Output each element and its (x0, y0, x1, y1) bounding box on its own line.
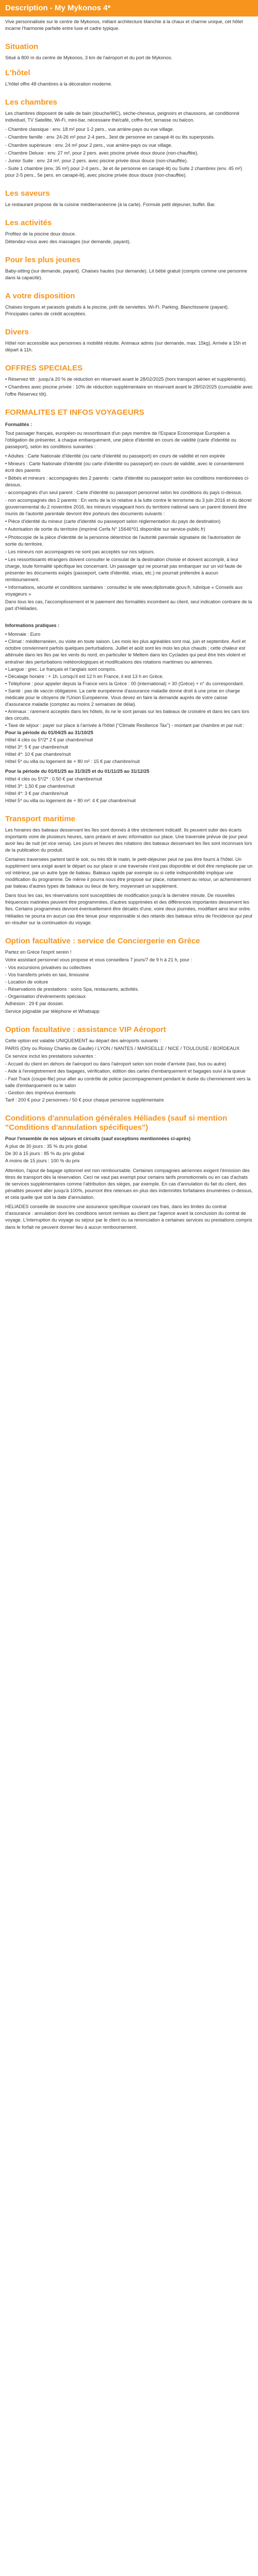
concierge-item: - Organisation d'événements spéciaux (5, 994, 86, 999)
practical-item: • Décalage horaire : + 1h. Lorsqu'il est 12 h en France, il est 13 h en Grèce. (5, 673, 164, 679)
concierge-item: - Location de voiture (5, 979, 49, 985)
room-type: - Chambre famille : env. 24-26 m² pour 2-4 pers., 3est de personne en canapé-lit ou lits superposés. (5, 134, 215, 140)
tax-rate: Hôtel 4*: 10 € par chambre/nuit (5, 752, 71, 757)
room-type: - Suite 1 chambre (env. 35 m²) pour 2-4 pers., 3e et 4e personne en canapé-lit) ou Suite 2 chambres (env. 45 m²) pour 2-5 pers., 5e pers. en canapé-lit), avec piscine privée doux douce (non-chauffée). (5, 165, 243, 178)
formalities-text: - Les mineurs non accompagnés ne sont pas acceptés sur nos séjours. (5, 549, 155, 554)
situation-heading: Situation (5, 42, 39, 52)
formalities-text: Tout passager français, européen ou ressortissant d'un pays membre de l'Espace Economique Européen a l'obligation de présenter, à chaque embarquement, une pièce d'identité en cours de validité (carte d'identité ou passeport), selon les conditions suivantes : (5, 430, 236, 449)
room-type: - Junior Suite : env. 24 m², pour 2 pers. avec piscine privée doux douce (non-chauffée). (5, 158, 188, 163)
cancellation-item: A plus de 30 jours : 35 % du prix global (5, 1143, 87, 1149)
description-content (0, 16, 258, 1239)
vip-text: Ce service inclut les prestations suivantes : (5, 1054, 96, 1059)
tax-rate: Hôtel 3*: 5 € par chambre/nuit (5, 744, 69, 750)
vip-item: - Accueil du client en dehors de l'aéroport ou dans l'aéroport selon son mode d'arrivée (taxi, bus ou autre) (5, 1061, 227, 1067)
concierge-item: - Vos excursions privatives ou collectives (5, 964, 91, 970)
practical-label: Informations pratiques : (5, 623, 60, 629)
formalities-adult: • Adultes : Carte Nationale d'Identité (ou carte d'identité ou passeport) en cours de validité et non expirée (5, 453, 225, 459)
activities-heading: Les activités (5, 218, 52, 227)
room-type: - Chambre Deluxe : env. 27 m², pour 2 pers. avec piscine privée doux douce (non-chauffée). (5, 150, 199, 156)
practical-item: • Santé : pas de vaccin obligatoire. La carte européenne d'assurance maladie donne droit à une prise en charge médicale pour le citoyens de l'Union Européenne. Vous devez en faire la demande auprès de votre caisse d'assurance maladie (comptez au moins 2 semaines de délai). (5, 688, 240, 707)
concierge-contact: Service joignable par téléphone et Whatsapp (5, 1009, 100, 1014)
tax-period-heading: Pour la période du 01/04/25 au 31/10/25 (5, 730, 93, 736)
vip-heading: Option facultative : assistance VIP Aéroport (5, 1025, 166, 1035)
cancellation-text: HELIADES conseille de souscrire une assurance spécifique couvrant ces frais, dans les limites du contrat d'assurance : annulation dont les conditions seront remises au client par l'agence avant la conclusion du contrat de voyage. L'interruption du voyage ou séjour par le client ou sa renonciation à certaines services ou prestations compris dans le forfait ne peuvent donner lieu à aucun remboursement. (5, 1204, 252, 1230)
transport-text: Dans tous les cas, les réservations sont susceptibles de modification jusqu'à la dernière minute. De nouvelles fréquences matinées peuvent être programmées, d'autres supprimées et des différences importantes desservent les îles. Certains programmes devront éventuellement être décalés d'une, voire deux journées, modifiant ainsi leur ordre. Héliades ne pourra en aucun cas être tenue pour responsable si des retards des bateaux et/ou de l'incidence qui peut en résulter sur la continuation du voyage. (5, 893, 252, 925)
transport-text: Les horaires des bateaux desservant les îles sont donnés à titre strictement indicatif. Ils peuvent subir des écarts importants voire de plusieurs heures, sans préavis et avec information sur place. Une traversée prévue de jour peut avoir lieu de nuit (et vice versa). Les jours et heures des rotations des bateaux desservant les îles sont inconnues lors de la publication du produit. (5, 827, 252, 853)
misc-heading: Divers (5, 328, 29, 337)
activities-text: Détendez-vous avec des massages (sur demande, payant). (5, 239, 131, 244)
page (0, 0, 258, 1239)
room-type: - Chambre supérieure : env. 24 m² pour 2 pers., vue arrière-pays ou vue village. (5, 142, 173, 148)
concierge-item: - Réservations de prestations : soins Spa, restaurants, activités. (5, 986, 139, 992)
practical-item: • Taxe de séjour : payer sur place à l'arrivée à l'hôtel ("Climate Resilience Tax") - montant par chambre et par nuit : (5, 723, 245, 728)
formalities-text: - non accompagnés des 2 parents : En vertu de la loi relative à la lutte contre le terrorisme du 3 juin 2016 et du décret gouvernemental du 2 novembre 2016, les mineurs voyageant hors du territoire national sans un parent doivent être munis de l'autorité parentale devront être porteurs des documents suivants : (5, 498, 252, 517)
disposal-text: Chaises longues et parasols gratuits à la piscine, prêt de serviettes. Wi-Fi. Parking. Blanchisserie (payant). Principales cartes de crédit acceptées. (5, 304, 229, 317)
practical-item: • Monnaie : Euro (5, 632, 41, 637)
formalities-label: Formalités : (5, 421, 33, 427)
formalities-adult: • Mineurs : Carte Nationale d'Identité (ou carte d'identité ou passeport) en cours de validité, avec le consentement écrit des parents (5, 461, 244, 473)
rooms-intro: Les chambres disposent de salle de bain (douche/WC), sèche-cheveux, peignoirs et chaussons, air conditionné individuel, TV Satellite, Wi-Fi, mini-bar, nécessaire thé/café, coffre-fort, terrasse ou balcon. (5, 111, 240, 123)
cancellation-heading: Conditions d'annulation générales Héliades (sauf si mention "Conditions d'annulation spécifiques") (5, 1113, 228, 1132)
vip-item: - Gestion des imprévus éventuels (5, 1090, 76, 1095)
practical-item: • Langue : grec. Le français et l'anglais sont compris. (5, 666, 116, 672)
vip-text: Cette option est valable UNIQUEMENT au départ des aéroports suivants : (5, 1038, 161, 1044)
tax-rate: Hôtel 5* ou villa ou logement de + 80 m²: 4 € par chambre/nuit (5, 798, 136, 803)
tax-rate: Hôtel 5* ou villa ou logement de + 80 m² : 15 € par chambre/nuit (5, 759, 140, 765)
vip-price: Tarif : 200 € pour 2 personnes / 50 € pour chaque personne supplémentaire (5, 1097, 164, 1103)
tax-period-heading: Pour la période du 01/01/25 au 31/3/25 et du 01/11/25 au 31/12/25 (5, 769, 150, 774)
intro-text: Vive personnalisée sur le centre de Mykonos, mêlant architecture blanchie à la chaux et charme unique, cet hôtel incarne l'harmonie parfaite entre luxe et cadre typique. (5, 19, 243, 31)
formalities-text: • Autorisation de sortie du territoire (imprimé Cerfa N° 15646*01 disponible sur service-public.fr) (5, 527, 205, 532)
disposal-heading: A votre disposition (5, 292, 75, 301)
situation-text: Situé à 800 m du centre de Mykonos, 3 km de l'aéroport et du port de Mykonos. (5, 55, 173, 61)
page-title: Description - My Mykonos 4* (0, 0, 258, 16)
cancellation-item: De 30 à 15 jours : 85 % du prix global (5, 1150, 85, 1156)
practical-item: • Téléphone : pour appeler depuis la France vers la Grèce : 00 (international) + 30 (Grèce) + n° du correspondant. (5, 681, 244, 686)
cancellation-intro: Pour l'ensemble de nos séjours et circuits (sauf exceptions mentionnées ci-après) (5, 1136, 191, 1141)
concierge-heading: Option facultative : service de Conciergerie en Grèce (5, 936, 200, 945)
rooms-heading: Les chambres (5, 98, 57, 107)
activities-text: Profitez de la piscine doux douce. (5, 231, 76, 236)
tax-rate: Hôtel 3*: 1,50 € par chambre/nuit (5, 783, 75, 789)
tax-rate: Hôtel 4*: 3 € par chambre/nuit (5, 790, 69, 796)
formalities-text: • Les ressortissants étrangers doivent consulter le consulat de la destination choisie et doivent accomplir, à leur charge, toute formalité spécifique les concernant. Un passager qui ne pourrait pas embarquer sur un vol faute de présenter les documents exigés (passeport, carte d'identité, visas, etc.) ne pourrait prétendre à aucun remboursement. (5, 556, 242, 582)
concierge-item: - Vos transferts privés en taxi, limousine (5, 972, 89, 977)
hotel-text: L'hôtel offre 48 chambres à la décoration moderne. (5, 81, 112, 87)
offers-heading: OFFRES SPECIALES (5, 364, 83, 373)
practical-item: • Animaux : rarement acceptés dans les hôtels, ils ne le sont jamais sur les bateaux de croisière et dans les cars lors des circuits. (5, 708, 250, 721)
transport-text: Certaines traversées partent tard le soir, ou très tôt le matin, le petit-déjeuner peut ne pas être fourni à l'hôtel. Un supplément sera exigé avant le départ ou sur place si une traversée n'est pas disponible et doit être remplacée par un vol intérieur, par un autre type de bateau. Bateaux rapide par exemple ou si cette indisponibilité implique une modification du programme. De même il pourra nous être proposé sur place, notamment au retour, un acheminement par bateau d'autres types de bateaux ou lieux de ferry, moyennant un supplément. (5, 857, 253, 889)
formalities-text: • Photocopie de la pièce d'identité de la personne détentrice de l'autorité parentale signataire de l'autorisation de sortie du territoire. (5, 534, 241, 547)
vip-item: - Fast Track (coupe-file) pour aller au contrôle de police (accompagnement pendant le durée du cheminement vers la salle d'embarquement ou le salon (5, 1076, 251, 1088)
formalities-heading: FORMALITES ET INFOS VOYAGEURS (5, 408, 144, 417)
tax-rate: Hôtel 4 clés ou 5*/2* 2 € par chambre/nuit (5, 737, 93, 743)
formalities-text: • Pièce d'identité du mineur (carte d'identité ou passeport selon réglementation du pays de destination) (5, 519, 221, 524)
misc-text: Hôtel non accessible aux personnes à mobilité réduite. Animaux admis (sur demande, max. 15kg). Arrivée à 15h et départ à 11h. (5, 341, 246, 353)
formalities-text: - accompagnés d'un seul parent : Carte d'identité ou passeport personnel selon les conditions du pays ci-dessus. (5, 490, 243, 496)
concierge-text: Votre assistant personnel vous propose et vous conseillera 7 jours/7 de 9 h à 21 h, pour : (5, 957, 192, 962)
concierge-price: Adhésion : 29 € par dossier. (5, 1001, 64, 1007)
room-type: - Chambre classique : env. 18 m² pour 1-2 pers., vue arrière-pays ou vue village. (5, 127, 174, 132)
offer-item: • Réservez tôt : jusqu'à 20 % de réduction en réservant avant le 28/02/2025 (hors transport aérien et suppléments). (5, 377, 247, 382)
flavors-text: Le restaurant propose de la cuisine méditerranéenne (à la carte). Formule petit déjeuner, buffet. Bar. (5, 201, 216, 207)
formalities-text: • Informations, sécurité et conditions sanitaires : consultez le site www.diplomatie.gouv.fr, rubrique « Conseils aux voyageurs » (5, 584, 243, 597)
cancellation-text: Attention, l'ajout de bagage optionnel est non remboursable. Certaines compagnies aériennes exigent l'émission des titres de transport dès la réservation. Ceci ne vaut pas exempt pour certains tarifs promotionnels ou en cas d'achats de services supplémentaires comme l'attribution des sièges, par exemple. En cas d'annulation du fait du client, des pénalités peuvent aller jusqu'à 100%, pourront être retenues en plus des indemnités forfaitaires énumérées ci-dessus, et cela quelle que soit la date d'annulation. (5, 1168, 253, 1200)
practical-item: • Climat : méditerranéen, ou visite en toute saison. Les mois les plus agréables sont mai, juin et septembre. Avril et octobre conviennent parfois quelques perturbations. Juillet et août sont les mois les plus chauds ; cette chaleur est atténuée dans les îles par les vents du nord, en particulier le Meltem dans les Cyclades qui peut être très violent et entraîner des perturbations météorologiques et modifications des rotations maritimes ou aériennes. (5, 639, 246, 665)
cancellation-item: A moins de 15 jours : 100 % du prix (5, 1158, 80, 1163)
offer-item: • Chambres avec piscine privée : 10% de réduction supplémentaire en réservant avant le 28/02/2025 (cumulable avec l'offre Réservez tôt). (5, 384, 253, 397)
youngest-heading: Pour les plus jeunes (5, 256, 80, 264)
vip-item: - Aide à l'enregistrement des bagages, vérification, édition des cartes d'embarquement et bagages suivi à la queue (5, 1069, 246, 1074)
formalities-text: Dans tous les cas, l'accomplissement et le paiement des formalités incombent au client, seul indication contraire de la part d'Héliades. (5, 599, 252, 612)
vip-airports: PARIS (Orly ou Roissy Charles de Gaulle) / LYON / NANTES / MARSEILLE / NICE / TOULOUSE / BORDEAUX (5, 1046, 240, 1052)
concierge-text: Partez en Grèce l'esprit serein ! (5, 949, 72, 955)
hotel-heading: L'hôtel (5, 69, 30, 78)
transport-heading: Transport maritime (5, 814, 75, 823)
tax-rate: Hôtel 4 clés ou 5*/2* : 0.50 € par chambre/nuit (5, 776, 102, 782)
youngest-text: Baby-sitting (sur demande, payant). Chaises hautes (sur demande). Lit bébé gratuit (compris comme une personne dans la capacité). (5, 268, 247, 281)
flavors-heading: Les saveurs (5, 189, 50, 198)
formalities-text: • Bébés et mineurs : accompagnés des 2 parents : carte d'identité ou passeport selon les conditions mentionnées ci-dessus. (5, 476, 250, 488)
